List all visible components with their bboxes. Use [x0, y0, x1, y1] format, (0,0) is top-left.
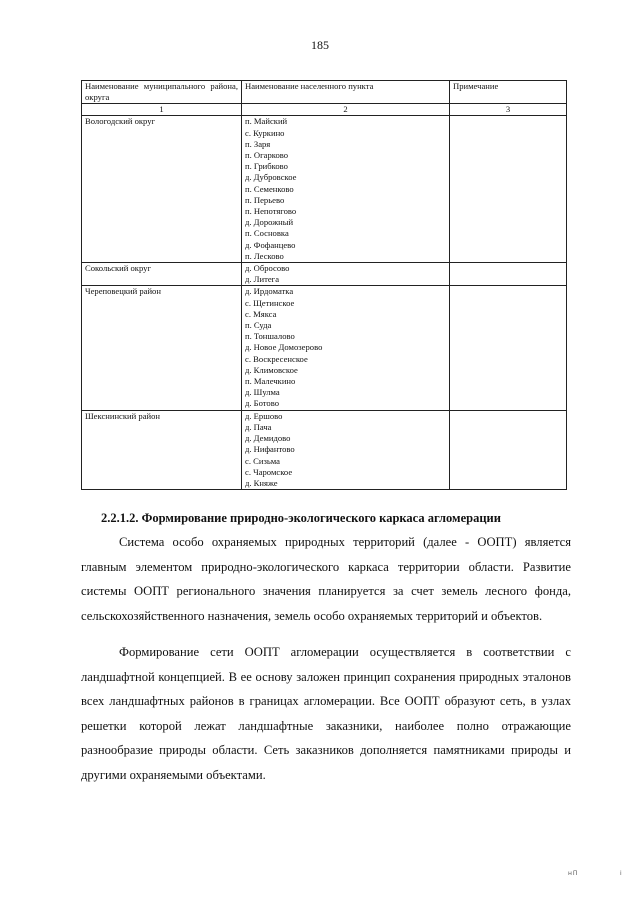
note-cell: [450, 410, 567, 489]
paragraph: Формирование сети ООПТ агломерации осуществляется в соответствии с ландшафтной концепцией. В ее основу заложен принцип сохранения природных эталонов всех ландшафтных районов в границах агломерации. Все ООПТ образуют сеть, в узлах решетки которой лежат ландшафтные заказники, наиболее полно отражающие разнообразие природы области. Сеть заказников дополняется памятниками природы и другими охраняемыми объектами.: [81, 645, 571, 782]
settlements-cell: [242, 116, 450, 263]
settlement-item: п. Заря: [245, 138, 271, 149]
settlement-item: д. Литега: [245, 274, 280, 285]
district-cell: Сокольский округ: [82, 263, 242, 286]
table-header-row: [82, 81, 567, 104]
district-cell: Череповецкий район: [82, 286, 242, 410]
table-body: [82, 116, 567, 490]
settlement-item: д. Шулма: [245, 387, 280, 398]
note-cell: [450, 286, 567, 410]
settlement-item: п. Майский: [245, 116, 288, 127]
settlement-item: с. Воскресенское: [245, 353, 308, 364]
settlement-item: с. Щетинское: [245, 297, 295, 308]
settlement-item: п. Суда: [245, 320, 272, 331]
settlement-item: д. Пача: [245, 421, 272, 432]
settlement-item: п. Семенково: [245, 183, 294, 194]
column-number: 3: [450, 104, 567, 116]
settlement-item: п. Непотягово: [245, 206, 297, 217]
column-number: 1: [82, 104, 242, 116]
settlement-item: д. Обросово: [245, 263, 290, 274]
settlement-item: с. Сизьма: [245, 455, 280, 466]
note-cell: [450, 116, 567, 263]
page-number: 185: [311, 38, 329, 52]
paragraph: Система особо охраняемых природных территорий (далее - ООПТ) является главным элементом природно-экологического каркаса территории области. Развитие системы ООПТ регионального значения планируется за счет земель лесного фонда, сельскохозяйственного назначения, земель особо охраняемых территорий и объектов.: [81, 535, 571, 623]
header-note: Примечание: [450, 81, 567, 104]
section-heading: 2.2.1.2. Формирование природно-экологического каркаса агломерации: [101, 511, 501, 525]
table-row: [82, 263, 567, 286]
settlement-item: п. Лесково: [245, 250, 284, 261]
settlement-item: д. Нифантово: [245, 444, 295, 455]
column-number: 2: [242, 104, 450, 116]
settlements-table: [81, 80, 567, 490]
settlement-item: д. Фофанцево: [245, 239, 296, 250]
footer-mark: нП: [568, 870, 579, 877]
settlement-item: д. Ирдоматка: [245, 286, 294, 297]
note-cell: [450, 263, 567, 286]
settlement-item: п. Огарково: [245, 150, 289, 161]
settlement-item: п. Перьево: [245, 194, 285, 205]
table-row: [82, 410, 567, 489]
settlement-item: п. Грибково: [245, 161, 288, 172]
settlement-item: д. Княже: [245, 477, 278, 488]
settlement-item: с. Куркино: [245, 127, 285, 138]
settlement-item: с. Чаромское: [245, 466, 293, 477]
settlement-item: д. Демидово: [245, 433, 291, 444]
settlement-item: д. Новое Домозерово: [245, 342, 323, 353]
settlements-cell: [242, 263, 450, 286]
header-district: Наименование муниципального района, округа: [82, 81, 242, 104]
table-row: [82, 286, 567, 410]
table-column-numbers: [82, 104, 567, 116]
table-row: [82, 116, 567, 263]
settlement-item: п. Сосновка: [245, 228, 289, 239]
settlement-item: д. Дубровское: [245, 172, 297, 183]
settlement-item: п. Тоншалово: [245, 331, 295, 342]
edge-mark: і: [620, 870, 622, 877]
settlement-item: п. Малечкино: [245, 376, 296, 387]
settlements-cell: [242, 410, 450, 489]
settlement-item: д. Ершово: [245, 410, 283, 421]
district-cell: Шекснинский район: [82, 410, 242, 489]
section-body: [81, 530, 571, 787]
settlement-item: с. Мякса: [245, 308, 277, 319]
district-cell: Вологодский округ: [82, 116, 242, 263]
settlement-item: д. Климовское: [245, 364, 298, 375]
settlement-item: д. Ботово: [245, 398, 280, 409]
settlements-cell: [242, 286, 450, 410]
settlement-item: д. Дорожный: [245, 217, 294, 228]
header-settlement: Наименование населенного пункта: [242, 81, 450, 104]
